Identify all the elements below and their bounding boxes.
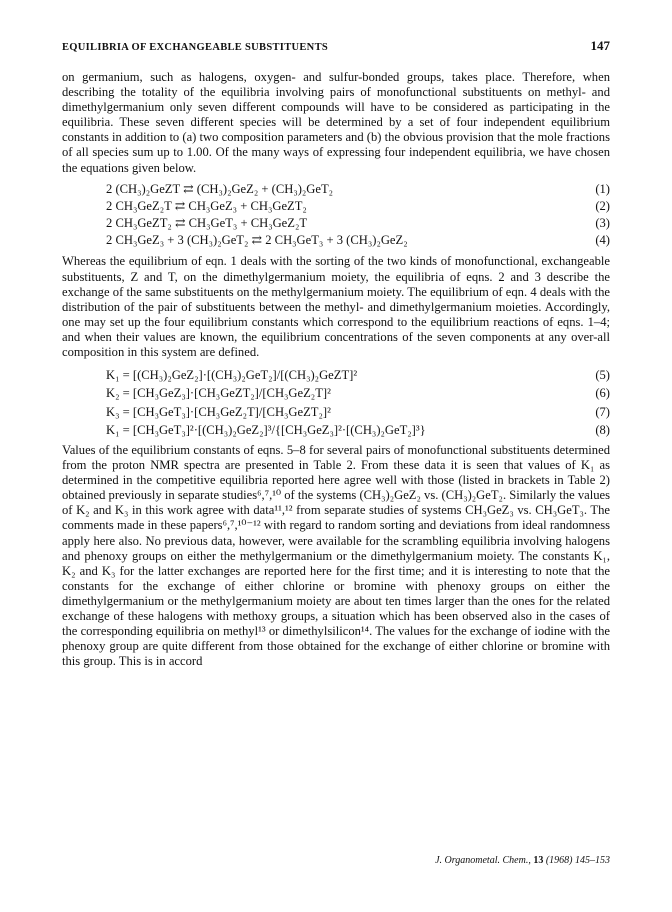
- paragraph-2: Whereas the equilibrium of eqn. 1 deals with the sorting of the two kinds of monofunctional, exchangeable substituents, Z and T, on the dimethylgermanium moiety, the equilibria of eqns. 2 and 3 describe the exchange of the same substituents on the methylgermanium moiety. The equilibrium of eqn. 4 deals with the distribution of the pair of substituents between the methyl- and dimethylgermanium moieties. Accordingly, one may set up the four equilibrium constants which correspond to the equilibrium reactions of eqns. 1–4; and when their values are known, the equilibrium concentrations of the seven components at any over-all composition in this system are defined.: [62, 254, 610, 360]
- paragraph-1: on germanium, such as halogens, oxygen- and sulfur-bonded groups, takes place. Therefore, when describing the totality of the equilibria involving pairs of monofunctional substituents on methyl- and dimethylgermanium only seven different compounds will have to be considered as participating in the equilibria. These seven different species will be determined by a set of four independent equilibrium constants in addition to (a) two composition parameters and (b) the obvious provision that the mole fractions of all species sum up to 1.00. Of the many ways of expressing four independent equilibria, we have chosen the equations given below.: [62, 70, 610, 175]
- journal-pages: (1968) 145–153: [545, 855, 610, 866]
- equation-expr: K₃ = [CH₃GeT₃]·[CH₃GeZ₂T]/[CH₃GeZT₂]²: [106, 404, 331, 419]
- equation-8: [62, 421, 610, 439]
- equation-5: [62, 366, 610, 384]
- equation-expr: K₂ = [CH₃GeZ₃]·[CH₃GeZT₂]/[CH₃GeZ₂T]²: [106, 386, 331, 401]
- journal-citation: [435, 855, 610, 866]
- running-header: [62, 38, 610, 60]
- equation-number: (3): [595, 216, 610, 231]
- equation-number: (6): [595, 386, 610, 401]
- running-title: EQUILIBRIA OF EXCHANGEABLE SUBSTITUENTS: [62, 42, 329, 53]
- constant-equations: [62, 366, 610, 439]
- equation-expr: K₁ = [CH₃GeT₃]²·[(CH₃)₂GeZ₂]³/{[CH₃GeZ₃]²·[(CH₃)₂GeT₂]³}: [106, 422, 426, 437]
- equation-number: (5): [595, 368, 610, 383]
- reaction-equations: [62, 181, 610, 250]
- page-content: [62, 38, 610, 669]
- equation-2: [62, 198, 610, 215]
- journal-name: J. Organometal. Chem.,: [435, 855, 531, 866]
- equation-4: [62, 232, 610, 249]
- equation-number: (1): [595, 181, 610, 196]
- page-number: 147: [590, 38, 610, 53]
- equation-number: (2): [595, 198, 610, 213]
- journal-volume: 13: [533, 855, 544, 866]
- equation-expr: 2 CH₃GeZ₃ + 3 (CH₃)₂GeT₂ ⇄ 2 CH₃GeT₃ + 3 (CH₃)₂GeZ₂: [106, 233, 408, 248]
- equation-expr: 2 CH₃GeZ₂T ⇄ CH₃GeZ₃ + CH₃GeZT₂: [106, 198, 307, 213]
- equation-number: (8): [595, 422, 610, 437]
- equation-expr: 2 (CH₃)₂GeZT ⇄ (CH₃)₂GeZ₂ + (CH₃)₂GeT₂: [106, 181, 334, 196]
- equation-6: [62, 384, 610, 402]
- equation-expr: K₁ = [(CH₃)₂GeZ₂]·[(CH₃)₂GeT₂]/[(CH₃)₂GeZT]²: [106, 368, 358, 383]
- equation-expr: 2 CH₃GeZT₂ ⇄ CH₃GeT₃ + CH₃GeZ₂T: [106, 216, 308, 231]
- equation-number: (4): [595, 233, 610, 248]
- equation-7: [62, 403, 610, 421]
- equation-number: (7): [595, 404, 610, 419]
- equation-1: [62, 181, 610, 198]
- equation-3: [62, 215, 610, 232]
- paragraph-3: Values of the equilibrium constants of eqns. 5–8 for several pairs of monofunctional substituents determined from the proton NMR spectra are presented in Table 2. From these data it is seen that values of K₁ as determined in the competitive equilibria reported here agree well with those (listed in brackets in Table 2) obtained previously in separate studies⁶,⁷,¹⁰ of the systems (CH₃)₂GeZ₂ vs. (CH₃)₂GeT₂. Similarly the values of K₂ and K₃ in this work agree with data¹¹,¹² from separate studies of systems CH₃GeZ₃ vs. CH₃GeT₃. The comments made in these papers⁶,⁷,¹⁰⁻¹² with regard to random sorting and deviations from ideal randomness apply here also. No previous data, however, were available for the scrambling equilibria involving halogens and phenoxy groups on either the methylgermanium or the dimethylgermanium moiety. The constants K₁, K₂ and K₃ for the latter exchanges are reported here for the first time; and it is interesting to note that the constants for the exchange of either chlorine or bromine with phenoxy groups on either the dimethylgermanium or the methylgermanium moiety are about ten times larger than the ones for the related exchange of these halogens with methoxy groups, a situation which has been observed also in the cases of the corresponding equilibria on methyl¹³ or dimethylsilicon¹⁴. The values for the exchange of iodine with the phenoxy group are quite different from those obtained for the exchange of either chlorine or bromine with this group. This is in accord: [62, 442, 610, 669]
